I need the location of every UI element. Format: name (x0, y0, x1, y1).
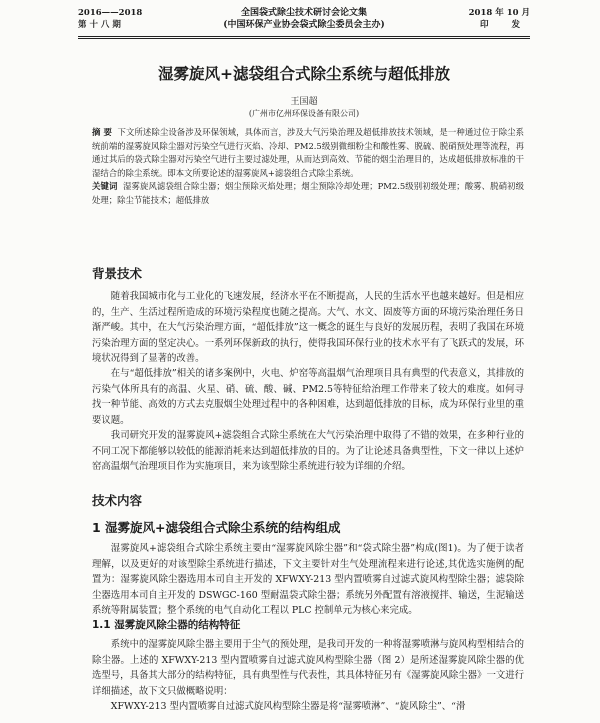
header-proceedings-title: 全国袋式除尘技术研讨会论文集 (240, 8, 367, 18)
header-rule-top (78, 36, 530, 37)
header-rule-bottom (78, 38, 530, 39)
background-paragraph-2: 在与“超低排放”相关的诸多案例中，火电、炉窑等高温烟气治理项目具有典型的代表意义，其排放的污染气体所具有的高温、火星、硝、硫、酸、碱、PM2.5等特征给治理工作带来了较大的难度。如何寻找一种节能、高效的方式去克服烟尘处理过程中的各种困难，达到超低排放的目标，成为环保行业里的重要议题。 (92, 368, 524, 426)
keywords (92, 180, 524, 207)
abstract-block (92, 126, 524, 208)
header-print: 印 发 (480, 20, 530, 30)
background-heading: 背景技术 (92, 266, 143, 281)
header-years: 2016——2018 (78, 8, 143, 18)
section-1-1-heading: 1.1 湿雾旋风除尘器的结构特征 (92, 619, 241, 631)
header-issue: 第 十 八 期 (78, 20, 121, 30)
header-organizer: (中国环保产业协会袋式除尘委员会主办) (223, 20, 385, 30)
running-header (78, 7, 530, 47)
header-center (198, 7, 410, 31)
affiliation: (广州市亿州环保设备有限公司) (248, 109, 360, 118)
keywords-text: 湿雾旋风滤袋组合除尘器；烟尘预除灭焰处理；烟尘预除冷却处理；PM2.5级别初级处理；酸雾、脱硝初级处理；除尘节能技术；超低排放 (92, 181, 525, 205)
abstract-text: 下文所述除尘设备涉及环保领域，具体而言，涉及大气污染治理及超低排放技术领域，是一种通过位于除尘系统前端的湿雾旋风除尘器对污染空气进行灭焰、冷却、PM2.5级别微细粉尘和酸性雾、脱硫、脱硝预处理等流程，再通过其后的袋式除尘器对污染空气进行主要过滤处理，从而达到高效、节能的烟尘治理目的，达成超低排放标准的干湿结合的除尘系统。即本文所要论述的湿雾旋风+滤袋组合式除尘系统。 (92, 127, 525, 178)
abstract (92, 126, 524, 180)
header-right (469, 7, 530, 31)
tech-content-heading: 技术内容 (92, 493, 143, 508)
article-title: 湿雾旋风+滤袋组合式除尘系统与超低排放 (158, 65, 450, 83)
section-1-paragraph: 湿雾旋风+滤袋组合式除尘系统主要由“湿雾旋风除尘器”和“袋式除尘器”构成(图1)。为了便于读者理解，以及更好的对该型除尘系统进行描述，下文主要针对生气处理流程来进行论述,其优选实施例的配置为：湿雾旋风除尘器选用本司自主开发的 XFWXY-213 型内置喷雾自过滤式旋风构型除尘器；滤袋除尘器选用本司自主开发的 DSWGC-160 型耐温袋式除尘器；系统另外配置有溶液搅拌、输送，生泥输送系统等附属装置；整个系统的电气自动化工程以 PLC 控制单元为核心来完成。 (92, 543, 524, 616)
background-paragraph-1: 随着我国城市化与工业化的飞速发展，经济水平在不断提高，人民的生活水平也越来越好。但是相应的，生产、生活过程所造成的环境污染程度也随之提高。大气、水文、固废等方面的环境污染治理任务日渐严峻。其中，在大气污染治理方面，“超低排放”这一概念的诞生与良好的发展历程，表明了我国在环境污染治理方面的坚定决心。一系列环保新政的执行，使得我国环保行业的技术水平有了飞跃式的发展，环境状况得到了显著的改善。 (92, 291, 524, 364)
background-paragraph-3: 我司研究开发的湿雾旋风+滤袋组合式除尘系统在大气污染治理中取得了不错的效果，在多种行业的不同工况下都能够以较低的能源消耗来达到超低排放的目的。为了让论述具备典型性，下文一律以上述炉窑高温烟气治理项目作为实施项目，来为该型除尘系统进行较为详细的介绍。 (92, 430, 524, 472)
keywords-label: 关键词 (92, 181, 118, 192)
abstract-label: 摘 要 (92, 127, 112, 137)
section-1-heading: 1 湿雾旋风+滤袋组合式除尘系统的结构组成 (92, 520, 341, 535)
header-date: 2018 年 10 月 (468, 8, 530, 18)
header-left (78, 7, 142, 31)
section-1-1-paragraph-1: 系统中的湿雾旋风除尘器主要用于尘气的预处理，是我司开发的一种将湿雾喷淋与旋风构型相结合的除尘器。上述的 XFWXY-213 型内置喷雾自过滤式旋风构型除尘器（图 2）是所述湿雾旋风除尘器的优选型号，具备其大部分的结构特征，具有典型性与代表性，其具体特征另有《湿雾旋风除尘器》一文进行详细描述，故下文只做概略说明： (92, 639, 524, 697)
section-1-1-paragraph-2: XFWXY-213 型内置喷雾自过滤式旋风构型除尘器是将“湿雾喷淋”、“旋风除尘”、“滑 (110, 701, 466, 712)
author: 王国超 (290, 97, 318, 107)
